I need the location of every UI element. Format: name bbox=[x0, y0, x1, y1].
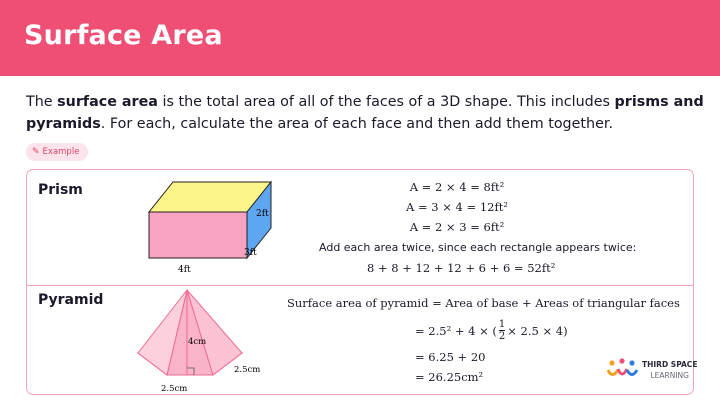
pyramid-line-3: = 6.25 + 20 bbox=[415, 350, 486, 364]
pyramid-line-2-a: = 2.5² + 4 × ( bbox=[415, 324, 497, 338]
example-tag bbox=[26, 143, 88, 161]
intro-bold-prisms-pyramids: prisms and pyramids bbox=[26, 94, 704, 132]
pyramid-line-2-b: × 2.5 × 4) bbox=[507, 324, 568, 338]
page-title: Surface Area bbox=[24, 20, 223, 51]
example-card bbox=[26, 169, 694, 395]
intro-paragraph bbox=[26, 91, 706, 135]
pyramid-base-label: 2.5cm bbox=[161, 384, 188, 394]
prism-title: Prism bbox=[38, 182, 83, 198]
pyramid-line-2 bbox=[415, 320, 568, 342]
brand-line-1: THIRD SPACE bbox=[642, 360, 698, 369]
pyramid-line-4: = 26.25cm² bbox=[415, 370, 484, 384]
fraction-denominator: 2 bbox=[498, 331, 506, 342]
pencil-icon: ✎ bbox=[32, 147, 40, 157]
prism-diagram bbox=[27, 170, 698, 396]
prism-front-face bbox=[149, 212, 247, 258]
pyramid-side-label: 2.5cm bbox=[234, 365, 261, 375]
intro-text-2: is the total area of all of the faces of a 3D shape. This includes bbox=[157, 94, 615, 110]
pyramid-height-label: 4cm bbox=[188, 337, 207, 347]
prism-height-label: 2ft bbox=[256, 209, 269, 219]
brand-line-2: LEARNING bbox=[650, 371, 689, 380]
pyramid-diagram bbox=[138, 290, 260, 394]
third-space-learning-logo bbox=[604, 355, 704, 385]
example-tag-label: Example bbox=[42, 147, 80, 157]
prism-note: Add each area twice, since each rectangle appears twice: bbox=[319, 241, 637, 254]
prism-equation-2: A = 3 × 4 = 12ft² bbox=[406, 200, 508, 214]
pyramid-line-1-rhs: = Area of base + Areas of triangular faces bbox=[432, 296, 680, 310]
pyramid-title: Pyramid bbox=[38, 292, 104, 308]
intro-text-1: The bbox=[26, 94, 58, 110]
pyramid-line-1-lhs: Surface area of pyramid bbox=[287, 296, 429, 310]
prism-equation-3: A = 2 × 3 = 6ft² bbox=[409, 220, 505, 234]
prism-width-label: 4ft bbox=[178, 265, 191, 275]
fraction-numerator: 1 bbox=[498, 319, 506, 330]
pyramid-line-1 bbox=[287, 296, 680, 310]
intro-bold-surface-area: surface area bbox=[57, 94, 158, 110]
brand-text bbox=[642, 359, 697, 381]
fraction-half bbox=[499, 320, 505, 342]
prism-equation-1: A = 2 × 4 = 8ft² bbox=[409, 180, 505, 194]
brand-mark-icon bbox=[604, 355, 640, 381]
intro-text-3: . For each, calculate the area of each face and then add them together. bbox=[100, 116, 614, 132]
page-header bbox=[0, 0, 720, 76]
prism-depth-label: 3ft bbox=[244, 248, 257, 258]
prism-sum: 8 + 8 + 12 + 12 + 6 + 6 = 52ft² bbox=[367, 261, 556, 275]
